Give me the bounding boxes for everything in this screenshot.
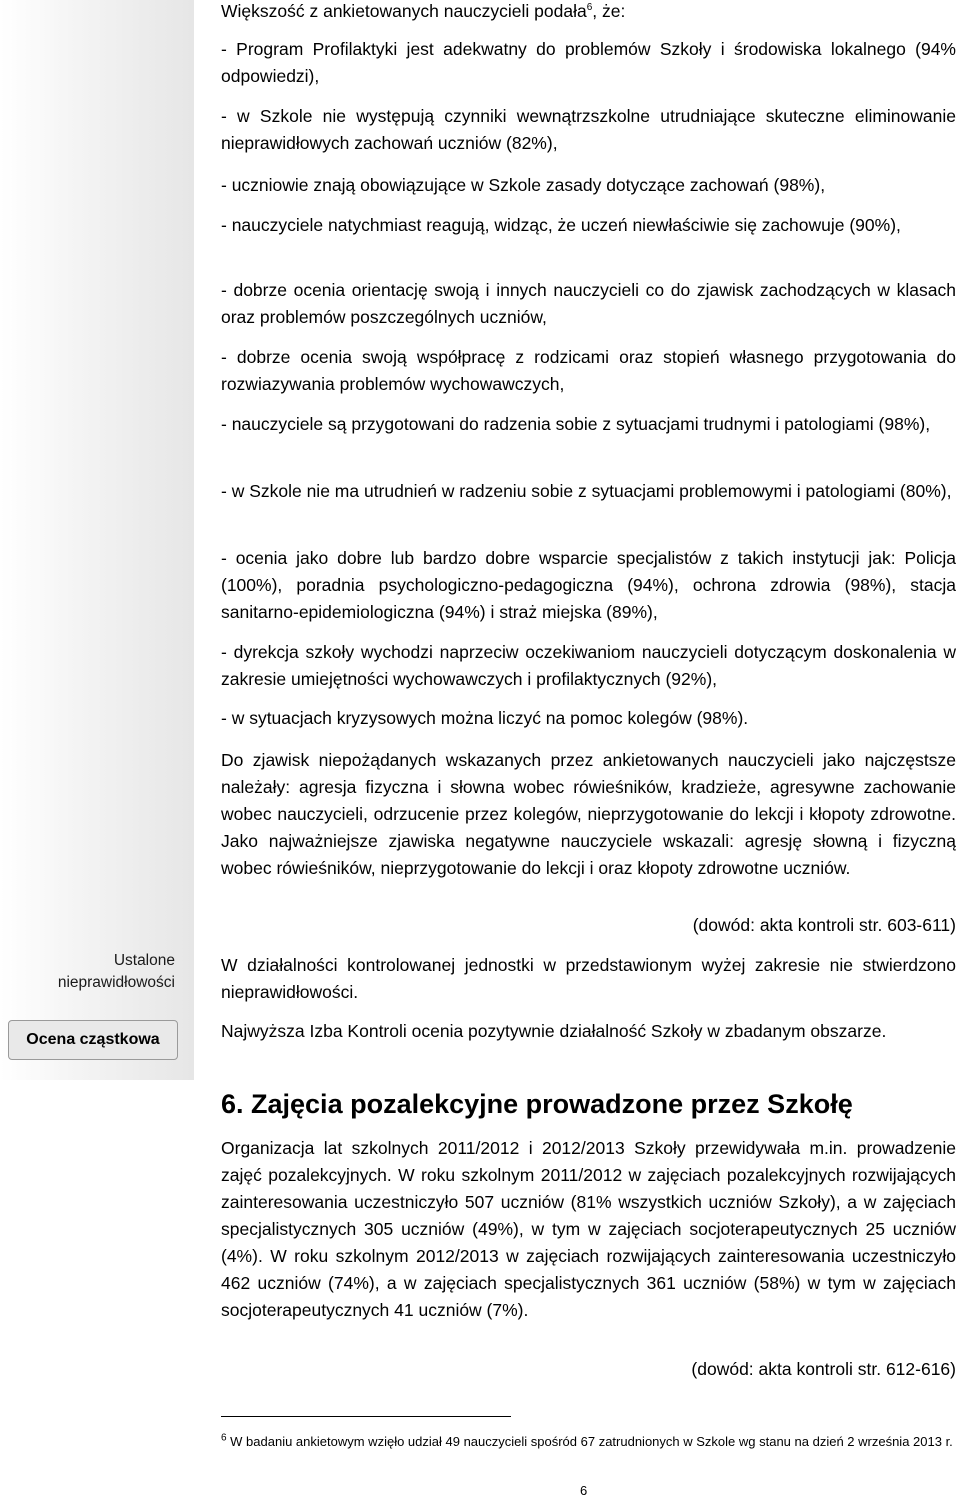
- footnote-separator: [221, 1416, 511, 1417]
- page-number: 6: [580, 1483, 588, 1498]
- list-item: - uczniowie znają obowiązujące w Szkole zasady dotyczące zachowań (98%),: [221, 175, 826, 195]
- section-paragraph: Organizacja lat szkolnych 2011/2012 i 2012/2013 Szkoły przewidywała m.in. prowadzenie zajęć pozalekcyjnych. W roku szkolnym 2011/2012 w zajęciach pozalekcyjnych rozwijających zainteresowania uczestniczyło 507 uczniów (81% wszystkich uczniów Szkoły), a w zajęciach specjalistycznych 305 uczniów (49%), w tym w zajęciach socjoterapeutycznych 25 uczniów (4%). W roku szkolnym 2012/2013 w zajęciach rozwijających zainteresowania uczestniczyło 462 uczniów (74%), a w zajęciach specjalistycznych 361 uczniów (58%) w tym w zajęciach socjoterapeutycznych 41 uczniów (7%).: [221, 1138, 956, 1320]
- partial-assessment-badge: Ocena cząstkowa: [8, 1020, 178, 1060]
- intro-line: [221, 0, 956, 25]
- sidebar-label-findings-line2: nieprawidłowości: [57, 974, 175, 991]
- section-heading: 6. Zajęcia pozalekcyjne prowadzone przez Szkołę: [221, 1089, 853, 1119]
- intro-tail: , że:: [592, 1, 626, 21]
- list-item: - w Szkole nie ma utrudnień w radzeniu sobie z sytuacjami problemowymi i patologiami (80%),: [221, 481, 952, 501]
- list-item: - dobrze ocenia orientację swoją i innych nauczycieli co do zjawisk zachodzących w klasach oraz problemów poszczególnych uczniów,: [221, 280, 956, 327]
- footnote-text: W badaniu ankietowym wzięło udział 49 nauczycieli spośród 67 zatrudnionych w Szkole wg stanu na dzień 2 września 2013 r.: [226, 1434, 953, 1449]
- sidebar-background: [0, 0, 194, 1080]
- list-item: - dobrze ocenia swoją współpracę z rodzicami oraz stopień własnego przygotowania do rozwiazywania problemów wychowawczych,: [221, 347, 956, 394]
- evidence-reference: (dowód: akta kontroli str. 612-616): [691, 1359, 956, 1379]
- findings-text: W działalności kontrolowanej jednostki w przedstawionym wyżej zakresie nie stwierdzono nieprawidłowości.: [221, 955, 956, 1002]
- list-item: - nauczyciele są przygotowani do radzenia sobie z sytuacjami trudnymi i patologiami (98%),: [221, 414, 931, 434]
- list-item: - Program Profilaktyki jest adekwatny do problemów Szkoły i środowiska lokalnego (94% odpowiedzi),: [221, 39, 956, 86]
- list-item: - dyrekcja szkoły wychodzi naprzeciw oczekiwaniom nauczycieli dotyczącym doskonalenia w zakresie umiejętności wychowawczych i profilaktycznych (92%),: [221, 642, 956, 689]
- footnote: [221, 1432, 956, 1451]
- evidence-reference: (dowód: akta kontroli str. 603-611): [692, 915, 956, 935]
- list-item: - nauczyciele natychmiast reagują, widząc, że uczeń niewłaściwie się zachowuje (90%),: [221, 215, 901, 235]
- footnote-ref: 6: [586, 2, 593, 14]
- footnote-marker: 6: [221, 1432, 227, 1444]
- list-item: - ocenia jako dobre lub bardzo dobre wsparcie specjalistów z takich instytucji jak: Policja (100%), poradnia psychologiczno-pedagogiczna (94%), ochrona zdrowia (98%), stacja sanitarno-epidemiologiczna (94%) i straż miejska (89%),: [221, 548, 956, 622]
- sidebar-label-findings-line1: Ustalone: [113, 952, 175, 969]
- paragraph-undesired-phenomena: Do zjawisk niepożądanych wskazanych przez ankietowanych nauczycieli jako najczęstsze należały: agresja fizyczna i słowna wobec rówieśników, kradzieże, agresywne zachowanie wobec nauczycieli, odrzucenie przez kolegów, nieprzygotowanie do lekcji i kłopoty zdrowotne. Jako najważniejsze zjawiska negatywne nauczyciele wskazali: agresję słowną i fizyczną wobec rówieśników, nieprzygotowanie do lekcji i oraz kłopoty zdrowotne uczniów.: [221, 750, 956, 878]
- assessment-text: Najwyższa Izba Kontroli ocenia pozytywnie działalność Szkoły w zbadanym obszarze.: [221, 1021, 887, 1041]
- sidebar-label-findings: [20, 950, 175, 994]
- list-item: - w sytuacjach kryzysowych można liczyć na pomoc kolegów (98%).: [221, 708, 749, 728]
- intro-text: Większość z ankietowanych nauczycieli podała: [221, 1, 587, 21]
- list-item: - w Szkole nie występują czynniki wewnątrzszkolne utrudniające skuteczne eliminowanie nieprawidłowych zachowań uczniów (82%),: [221, 106, 956, 153]
